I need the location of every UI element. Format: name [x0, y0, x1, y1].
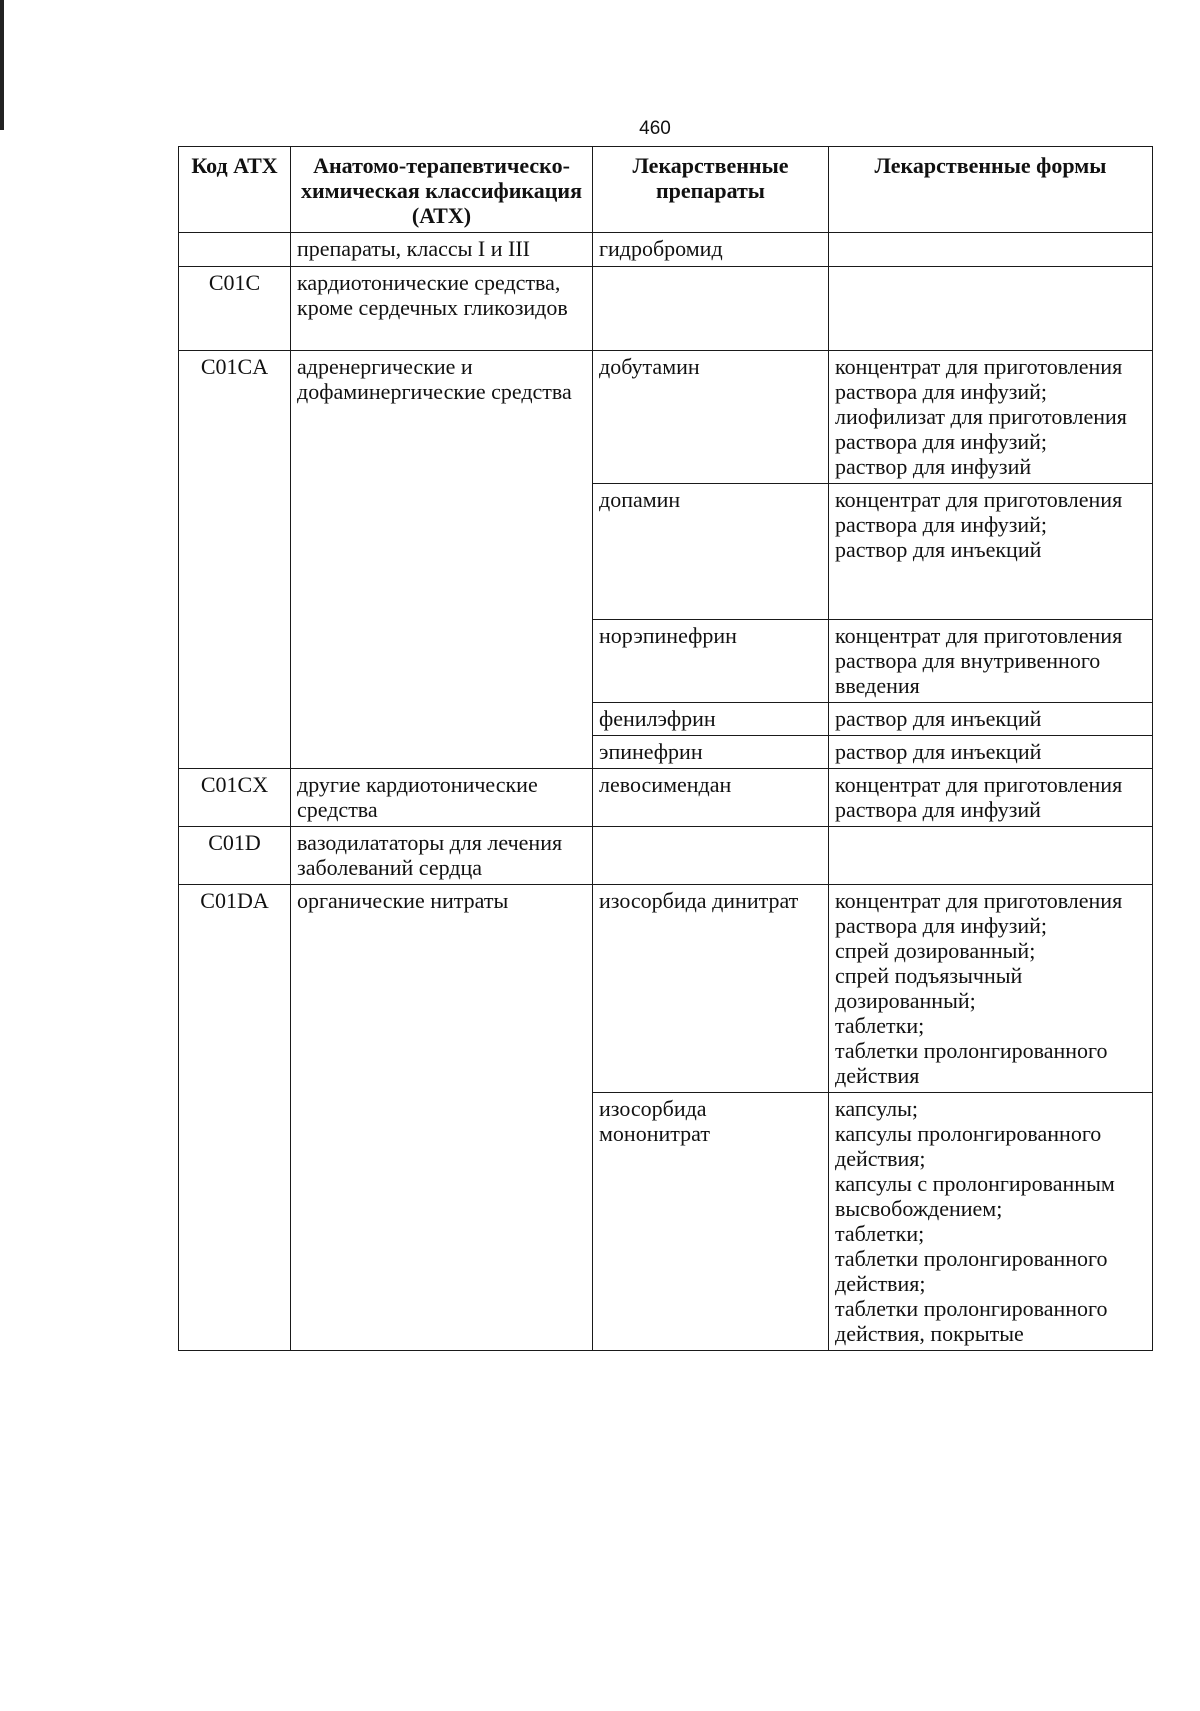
forms-cell — [829, 769, 1153, 827]
dosage-form: раствор для инъекций — [835, 706, 1042, 731]
dosage-form: таблетки; — [835, 1221, 925, 1246]
dosage-form: таблетки пролонгированного действия, покрытые — [835, 1296, 1108, 1346]
classification-cell: вазодилататоры для лечения заболеваний сердца — [291, 827, 593, 885]
table-row — [179, 827, 1153, 885]
forms-cell — [829, 827, 1153, 885]
dosage-form: концентрат для приготовления раствора для внутривенного введения — [835, 623, 1123, 698]
dosage-form: спрей подъязычный дозированный; — [835, 963, 1023, 1013]
dosage-form: таблетки пролонгированного действия — [835, 1038, 1108, 1088]
classification-cell: адренергические и дофаминергические средства — [291, 351, 593, 769]
forms-cell — [829, 267, 1153, 351]
dosage-form: раствор для инъекций — [835, 739, 1042, 764]
atc-classification-table — [178, 146, 1153, 1351]
scan-edge-mark — [0, 0, 4, 130]
classification-cell: кардиотонические средства, кроме сердечных гликозидов — [291, 267, 593, 351]
forms-cell — [829, 1093, 1153, 1351]
atc-code-cell: C01D — [179, 827, 291, 885]
header-dosage-forms: Лекарственные формы — [829, 147, 1153, 233]
forms-cell — [829, 736, 1153, 769]
drug-cell: изосорбида динитрат — [593, 885, 829, 1093]
dosage-form: лиофилизат для приготовления раствора для инфузий; — [835, 404, 1127, 454]
forms-cell — [829, 620, 1153, 703]
dosage-form: концентрат для приготовления раствора для инфузий; — [835, 888, 1123, 938]
dosage-form: капсулы пролонгированного действия; — [835, 1121, 1102, 1171]
table-row — [179, 233, 1153, 267]
header-atc-classification: Анатомо-терапевтическо-химическая классификация (АТХ) — [291, 147, 593, 233]
drug-cell: фенилэфрин — [593, 703, 829, 736]
dosage-form: концентрат для приготовления раствора для инфузий — [835, 772, 1123, 822]
atc-code-cell: C01CX — [179, 769, 291, 827]
page-number: 460 — [639, 118, 671, 139]
forms-cell — [829, 351, 1153, 484]
classification-cell: органические нитраты — [291, 885, 593, 1351]
header-atc-code: Код АТХ — [179, 147, 291, 233]
drug-cell: добутамин — [593, 351, 829, 484]
dosage-form: таблетки пролонгированного действия; — [835, 1246, 1108, 1296]
table-header-row — [179, 147, 1153, 233]
drug-cell: эпинефрин — [593, 736, 829, 769]
atc-code-cell: C01C — [179, 267, 291, 351]
dosage-form: раствор для инъекций — [835, 537, 1042, 562]
drug-cell — [593, 827, 829, 885]
forms-cell — [829, 233, 1153, 267]
classification-cell: препараты, классы I и III — [291, 233, 593, 267]
dosage-form: раствор для инфузий — [835, 454, 1032, 479]
table-row — [179, 267, 1153, 351]
classification-cell: другие кардиотонические средства — [291, 769, 593, 827]
table-row — [179, 351, 1153, 484]
drug-cell: допамин — [593, 484, 829, 620]
dosage-form: капсулы с пролонгированным высвобождением; — [835, 1171, 1115, 1221]
atc-code-cell — [179, 233, 291, 267]
forms-cell — [829, 885, 1153, 1093]
dosage-form: спрей дозированный; — [835, 938, 1036, 963]
table-row — [179, 885, 1153, 1093]
drug-cell: гидробромид — [593, 233, 829, 267]
dosage-form: концентрат для приготовления раствора для инфузий; — [835, 487, 1123, 537]
dosage-form: таблетки; — [835, 1013, 925, 1038]
atc-code-cell: C01CA — [179, 351, 291, 769]
forms-cell — [829, 703, 1153, 736]
dosage-form: капсулы; — [835, 1096, 918, 1121]
atc-code-cell: C01DA — [179, 885, 291, 1351]
table-row — [179, 769, 1153, 827]
forms-cell — [829, 484, 1153, 620]
drug-cell — [593, 267, 829, 351]
drug-cell: норэпинефрин — [593, 620, 829, 703]
dosage-form: концентрат для приготовления раствора для инфузий; — [835, 354, 1123, 404]
drug-cell: изосорбида мононитрат — [593, 1093, 829, 1351]
drug-cell: левосимендан — [593, 769, 829, 827]
header-drugs: Лекарственные препараты — [593, 147, 829, 233]
